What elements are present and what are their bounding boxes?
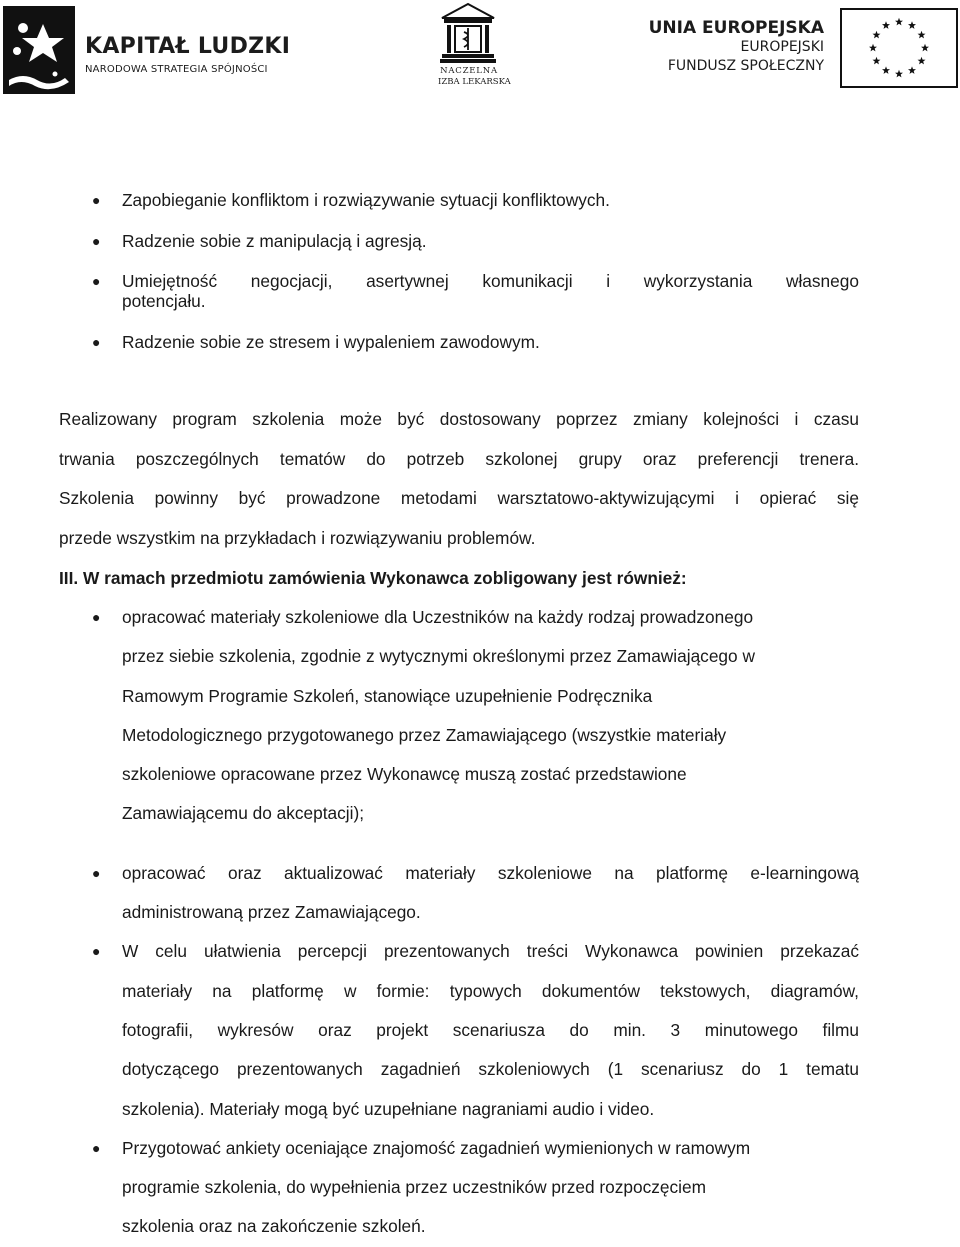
bullet-list-obligations: [59, 598, 859, 1247]
naczelna-izba-lekarska-logo: [438, 2, 511, 94]
bullet-icon: ●: [92, 273, 101, 289]
ue-line3: FUNDUSZ SPOŁECZNY: [667, 58, 824, 74]
ue-line2: EUROPEJSKI: [740, 39, 824, 55]
program-paragraph: Realizowany program szkolenia może być dostosowany poprzez zmiany kolejności i czasu trwania poszczególnych tematów do potrzeb szkolonej grupy oraz preferencji trenera. Szkolenia powinny być prowadzone metodami warsztatowo-aktywizującymi i opierać się przede wszystkim na przykładach i rozwiązywaniu problemów.: [59, 409, 859, 548]
bullet-icon: ●: [92, 864, 101, 881]
section-heading: III. W ramach przedmiotu zamówienia Wykonawca zobligowany jest również:: [59, 568, 687, 588]
bullet-icon: ●: [92, 609, 101, 625]
bullet-list-topics: [59, 190, 859, 372]
izba-line1: NACZELNA: [440, 66, 498, 76]
izba-line2: IZBA LEKARSKA: [438, 77, 511, 87]
list-item: ● Umiejętność negocjacji, asertywnej komunikacji i wykorzystania własnego potencjału.: [92, 271, 859, 311]
list-item: ● W celu ułatwienia percepcji prezentowanych treści Wykonawca powinien przekazać materiały na platformę w formie: typowych dokumentów tekstowych, diagramów, fotografii, wykresów oraz projekt scenariusza do min. 3 minutowego filmu dotyczącego prezentowanych zagadnień szkoleniowych (1 scenariusz do 1 tematu szkolenia). Materiały mogą być uzupełniane nagraniami audio i video.: [59, 932, 859, 1128]
bullet-icon: ●: [92, 943, 101, 960]
eu-flag-icon: [840, 8, 958, 88]
bullet-icon: ●: [92, 333, 101, 350]
document-header: [0, 0, 960, 100]
bullet-icon: ●: [92, 1139, 101, 1156]
kapital-ludzki-subtitle: NARODOWA STRATEGIA SPÓJNOŚCI: [85, 64, 268, 75]
bullet-icon: ●: [92, 232, 101, 249]
kapital-ludzki-logo: [3, 6, 291, 94]
ue-line1: UNIA EUROPEJSKA: [648, 18, 824, 38]
list-item: ● opracować oraz aktualizować materiały szkoleniowe na platformę e-learningową administrowaną przez Zamawiającego.: [59, 854, 859, 933]
list-item: ● Radzenie sobie ze stresem i wypaleniem zawodowym.: [92, 331, 540, 352]
kapital-ludzki-mark-icon: [3, 6, 89, 94]
bullet-icon: ●: [92, 192, 101, 208]
list-item: ● Przygotować ankiety oceniające znajomość zagadnień wymienionych w ramowym programie szkolenia, do wypełnienia przez uczestników przed rozpoczęciem szkolenia oraz na zakończenie szkoleń.: [59, 1129, 859, 1247]
kapital-ludzki-title: KAPITAŁ LUDZKI: [85, 34, 291, 59]
temple-emblem-icon: [440, 2, 496, 64]
list-item: ● opracować materiały szkoleniowe dla Uczestników na każdy rodzaj prowadzonego przez siebie szkolenia, zgodnie z wytycznymi określonymi przez Zamawiającego w Ramowym Programie Szkoleń, stanowiące uzupełnienie Podręcznika Metodologicznego przygotowanego przez Zamawiającego (wszystkie materiały szkoleniowe opracowane przez Wykonawcę muszą zostać przedstawione Zamawiającemu do akceptacji);: [59, 598, 859, 834]
list-item: ● Zapobieganie konfliktom i rozwiązywanie sytuacji konfliktowych.: [92, 190, 610, 210]
unia-europejska-logo: [648, 8, 960, 92]
list-item: ● Radzenie sobie z manipulacją i agresją.: [92, 230, 427, 251]
